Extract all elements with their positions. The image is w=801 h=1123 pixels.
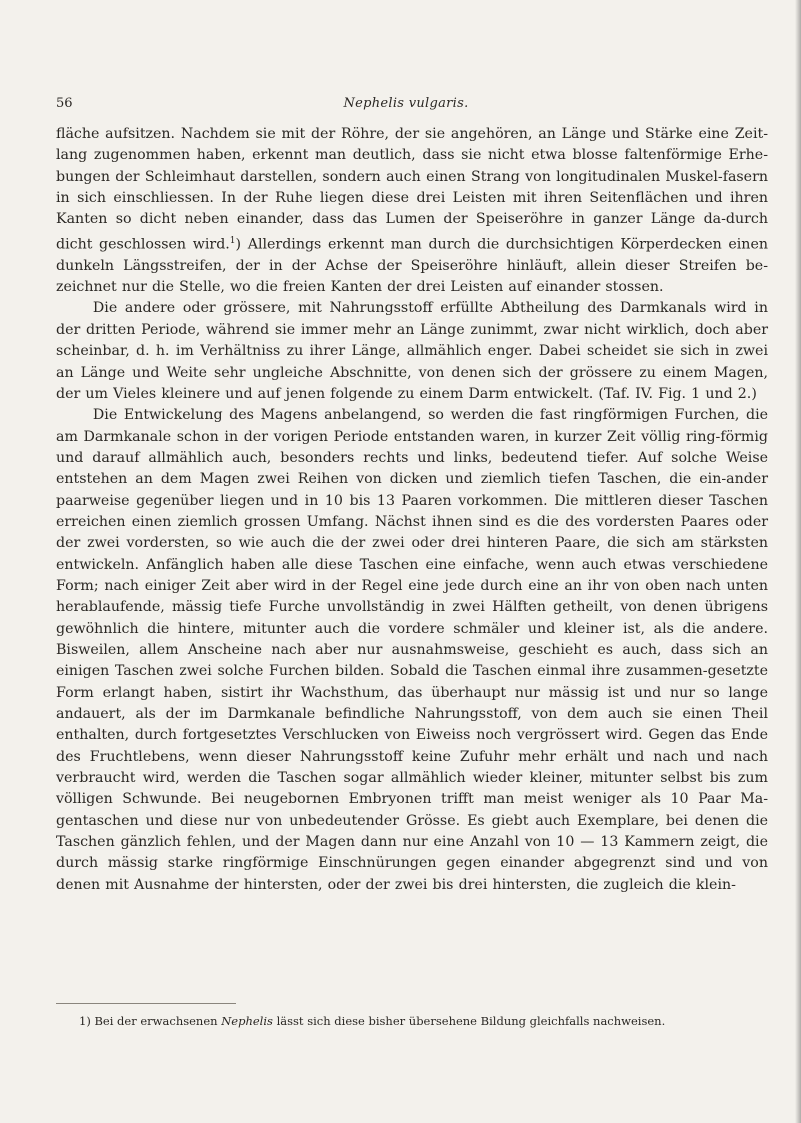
page-number: 56 xyxy=(56,96,73,111)
footnote-emphasis: Nephelis xyxy=(221,1014,273,1028)
paragraph-1-text: fläche aufsitzen. Nachdem sie mit der Röhre, der sie angehören, an Länge und Stärke eine Zeit-lang zugenommen haben, erkennt man deutlich, dass sie nicht etwa blosse faltenförmige Erhe-bungen der Schleimhaut darstellen, sondern auch einen Strang von longitudinalen Muskel-fasern in sich einschliessen. In der Ruhe liegen diese drei Leisten mit ihren Seitenflächen und ihren Kanten so dicht neben einander, dass das Lumen der Speiseröhre in ganzer Länge da-durch dicht geschlossen wird. xyxy=(56,126,768,253)
footnote xyxy=(56,1013,768,1029)
paragraph-2: Die andere oder grössere, mit Nahrungsstoff erfüllte Abtheilung des Darmkanals wird in der dritten Periode, während sie immer mehr an Länge zunimmt, zwar nicht wirklich, doch aber scheinbar, d. h. im Verhältniss zu ihrer Länge, allmählich enger. Dabei scheidet sie sich in zwei an Länge und Weite sehr ungleiche Abschnitte, von denen sich der grössere zu einem Magen, der um Vieles kleinere und auf jenen folgende zu einem Darm entwickelt. (Taf. IV. Fig. 1 und 2.) xyxy=(56,300,768,402)
page-edge-shadow xyxy=(795,0,801,1123)
footnote-reference: 1 xyxy=(229,235,236,246)
footnote-text-cont: lässt sich diese bisher übersehene Bildung gleichfalls nachweisen. xyxy=(276,1014,666,1028)
body-text xyxy=(56,124,768,896)
paragraph-1-text-cont: ) Allerdings erkennt man durch die durchsichtigen Körperdecken einen dunkeln Längsstreifen, der in der Achse der Speiseröhre hinläuft, allein dieser Streifen be-zeichnet nur die Stelle, wo die freien Kanten der drei Leisten auf einander stossen. xyxy=(56,236,768,296)
paragraph-1 xyxy=(56,124,768,298)
paragraph-3: Die Entwickelung des Magens anbelangend, so werden die fast ringförmigen Furchen, die am Darmkanale schon in der vorigen Periode entstanden waren, in kurzer Zeit völlig ring-förmig und darauf allmählich auch, besonders rechts und links, bedeutend tiefer. Auf solche Weise entstehen an dem Magen zwei Reihen von dicken und ziemlich tiefen Taschen, die ein-ander paarweise gegenüber liegen und in 10 bis 13 Paaren vorkommen. Die mittleren dieser Taschen erreichen einen ziemlich grossen Umfang. Nächst ihnen sind es die des vordersten Paares oder der zwei vordersten, so wie auch die der zwei oder drei hinteren Paare, die sich am stärksten entwickeln. Anfänglich haben alle diese Taschen eine einfache, wenn auch etwas verschiedene Form; nach einiger Zeit aber wird in der Regel eine jede durch eine an ihr von oben nach unten herablaufende, mässig tiefe Furche unvollständig in zwei Hälften getheilt, von denen übrigens gewöhnlich die hintere, mitunter auch die vordere schmäler und kleiner ist, als die andere. Bisweilen, allem Anscheine nach aber nur ausnahmsweise, geschieht es auch, dass sich an einigen Taschen zwei solche Furchen bilden. Sobald die Taschen einmal ihre zusammen-gesetzte Form erlangt haben, sistirt ihr Wachsthum, das überhaupt nur mässig ist und nur so lange andauert, als der im Darmkanale befindliche Nahrungsstoff, von dem auch sie einen Theil enthalten, durch fortgesetztes Verschlucken von Eiweiss noch vergrössert wird. Gegen das Ende des Fruchtlebens, wenn dieser Nahrungsstoff keine Zufuhr mehr erhält und nach und nach verbraucht wird, werden die Taschen sogar allmählich wieder kleiner, mitunter selbst bis zum völligen Schwunde. Bei neugebornen Embryonen trifft man meist weniger als 10 Paar Ma-gentaschen und diese nur von unbedeutender Grösse. Es giebt auch Exemplare, bei denen die Taschen gänzlich fehlen, und der Magen dann nur eine Anzahl von 10 — 13 Kammern zeigt, die durch mässig starke ringförmige Einschnürungen gegen einander abgegrenzt sind und von denen mit Ausnahme der hintersten, oder der zwei bis drei hintersten, die zugleich die klein- xyxy=(56,407,768,893)
page-header xyxy=(56,96,756,118)
footnote-marker: 1) xyxy=(79,1014,91,1028)
footnote-text: Bei der erwachsenen xyxy=(94,1014,218,1028)
running-title: Nephelis vulgaris. xyxy=(343,96,469,111)
footnote-divider xyxy=(56,1003,236,1004)
